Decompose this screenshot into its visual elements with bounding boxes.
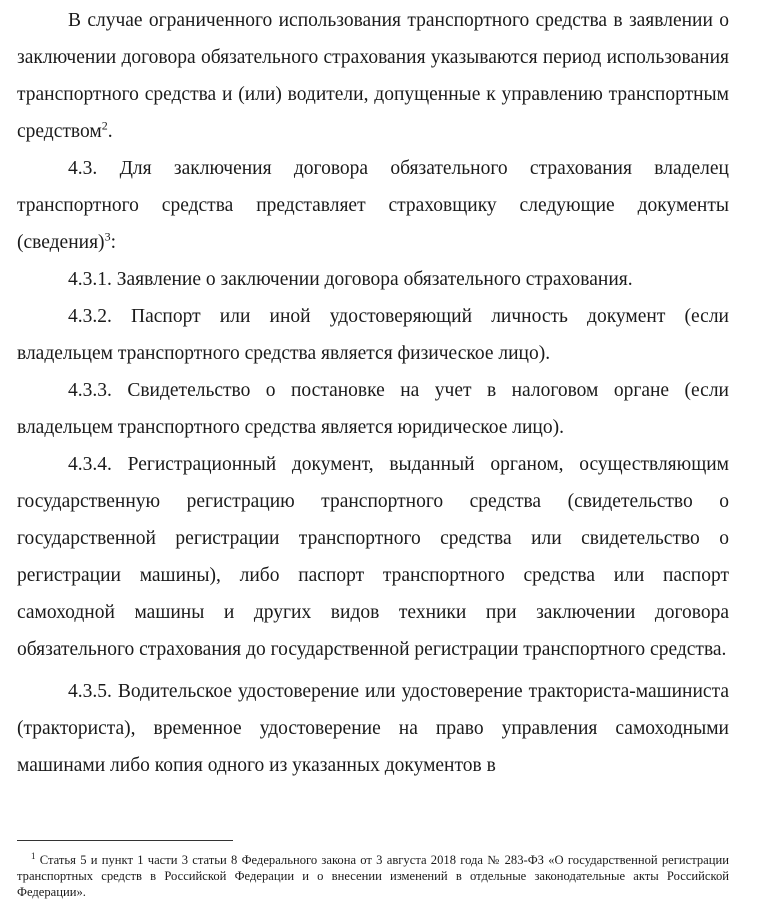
paragraph-4-3-3 [17, 372, 729, 446]
footnote-ref-2: 2 [101, 118, 108, 133]
paragraph-text: 4.3.1. Заявление о заключении договора обязательного страхования. [68, 269, 633, 290]
paragraph-4-3-5 [17, 673, 729, 784]
paragraph-text: 4.3.4. Регистрационный документ, выданный органом, осуществляющим государственную регистрацию транспортного средства (свидетельство о государственной регистрации транспортного средства или свидетельство о регистрации машины), либо паспорт транспортного средства или паспорт самоходной машины и других видов техники при заключении договора обязательного страхования до государственной регистрации транспортного средства. [17, 454, 729, 660]
footnote-1 [17, 852, 729, 900]
paragraph-text: 4.3.2. Паспорт или иной удостоверяющий личность документ (если владельцем транспортного средства является физическое лицо). [17, 306, 729, 364]
paragraph-text: 4.3.3. Свидетельство о постановке на учет в налоговом органе (если владельцем транспортного средства является юридическое лицо). [17, 380, 729, 438]
footnote-separator [17, 840, 233, 841]
footnote-text: Статья 5 и пункт 1 части 3 статьи 8 Федерального закона от 3 августа 2018 года № 283-ФЗ «О государственной регистрации транспортных средств в Российской Федерации и о внесении изменений в отдельные законодательные акты Российской Федерации». [17, 853, 729, 899]
paragraph-text: 4.3.5. Водительское удостоверение или удостоверение тракториста-машиниста (тракториста), временное удостоверение на право управления самоходными машинами либо копия одного из указанных документов в [17, 681, 729, 776]
document-body [17, 2, 729, 784]
footnote-marker: 1 [31, 850, 36, 861]
paragraph-text: В случае ограниченного использования транспортного средства в заявлении о заключении договора обязательного страхования указываются период использования транспортного средства и (или) водители, допущенные к управлению транспортным средством [17, 10, 729, 142]
paragraph-4-3-1 [17, 261, 729, 298]
paragraph-tail: : [110, 232, 116, 253]
paragraph-limited-use: В случае ограниченного использования транспортного средства в заявлении о заключении договора обязательного страхования указываются период использования транспортного средства и (или) водители, допущенные к управлению транспортным средством$^2$. [17, 10, 729, 142]
paragraph-4-3-2 [17, 298, 729, 372]
paragraph-4-3 [17, 150, 729, 261]
footnote-ref-3: 3 [104, 229, 111, 244]
paragraph-4-3-4 [17, 446, 729, 668]
paragraph-text: 4.3. Для заключения договора обязательного страхования владелец транспортного средства представляет страховщику следующие документы (сведения) [17, 158, 729, 253]
